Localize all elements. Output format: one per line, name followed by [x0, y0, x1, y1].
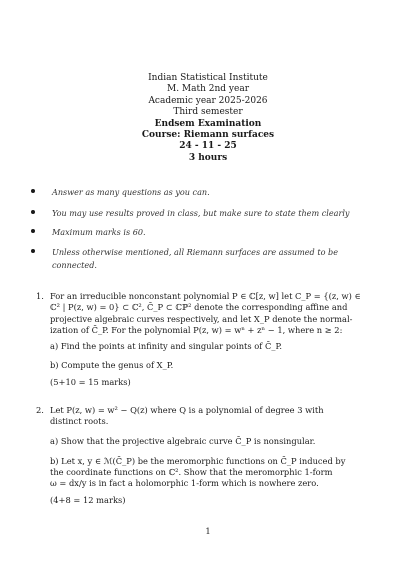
question-text-line: Let P(z, w) = w² − Q(z) where Q is a polynomial of degree 3 with	[50, 405, 324, 415]
question-text-line: For an irreducible nonconstant polynomial P ∈ ℂ[z, w] let C_P = {(z, w) ∈	[50, 291, 361, 301]
instruction-item: Answer as many questions as you can.	[31, 186, 371, 199]
question-2	[36, 405, 368, 506]
question-part-b-line: ω = dx/y is in fact a holomorphic 1-form which is nowhere zero.	[50, 478, 319, 489]
exam-date: 24 - 11 - 25	[179, 141, 237, 152]
bullet-icon	[31, 210, 35, 214]
question-text-line: projective algebraic curves respectively, and let X_P denote the normal-	[50, 313, 353, 324]
semester: Third semester	[173, 107, 243, 118]
institute-name: Indian Statistical Institute	[148, 73, 268, 83]
exam-header	[0, 73, 416, 164]
question-number: 1.	[36, 291, 44, 301]
bullet-icon	[31, 189, 35, 193]
question-text-line: distinct roots.	[50, 416, 109, 427]
question-part-b: b) Let x, y ∈ ℳ(C̄_P) be the meromorphic functions on C̄_P induced by	[50, 455, 346, 466]
question-marks: (5+10 = 15 marks)	[50, 376, 131, 387]
exam-duration: 3 hours	[188, 152, 228, 163]
question-text-line: ℂ² | P(z, w) = 0} ⊂ ℂ², C̄_P ⊂ ℂℙ² denote the corresponding affine and	[50, 302, 348, 313]
bullet-icon	[31, 229, 35, 233]
question-part-b: b) Compute the genus of X_P.	[50, 360, 174, 371]
question-part-b-line: the coordinate functions on ℂ². Show that the meromorphic 1-form	[50, 467, 333, 478]
academic-year: Academic year 2025-2026	[148, 95, 268, 106]
instruction-item: Maximum marks is 60.	[31, 226, 371, 239]
question-marks: (4+8 = 12 marks)	[50, 494, 126, 505]
program: M. Math 2nd year	[166, 84, 249, 95]
question-text-line: ization of C̄_P. For the polynomial P(z, w) = wⁿ + zⁿ − 1, where n ≥ 2:	[50, 324, 343, 335]
exam-name: Endsem Examination	[154, 118, 262, 129]
instruction-item: Unless otherwise mentioned, all Riemann surfaces are assumed to be connected.	[31, 246, 371, 271]
course-name: Course: Riemann surfaces	[141, 130, 275, 141]
question-part-a: a) Find the points at infinity and singular points of C̄_P.	[50, 341, 283, 352]
bullet-icon	[31, 249, 35, 253]
page-number: 1	[205, 526, 211, 536]
question-part-a: a) Show that the projective algebraic curve C̄_P is nonsingular.	[50, 435, 316, 446]
instruction-item: You may use results proved in class, but make sure to state them clearly	[31, 207, 371, 220]
question-number: 2.	[36, 405, 44, 415]
question-1	[36, 291, 368, 388]
